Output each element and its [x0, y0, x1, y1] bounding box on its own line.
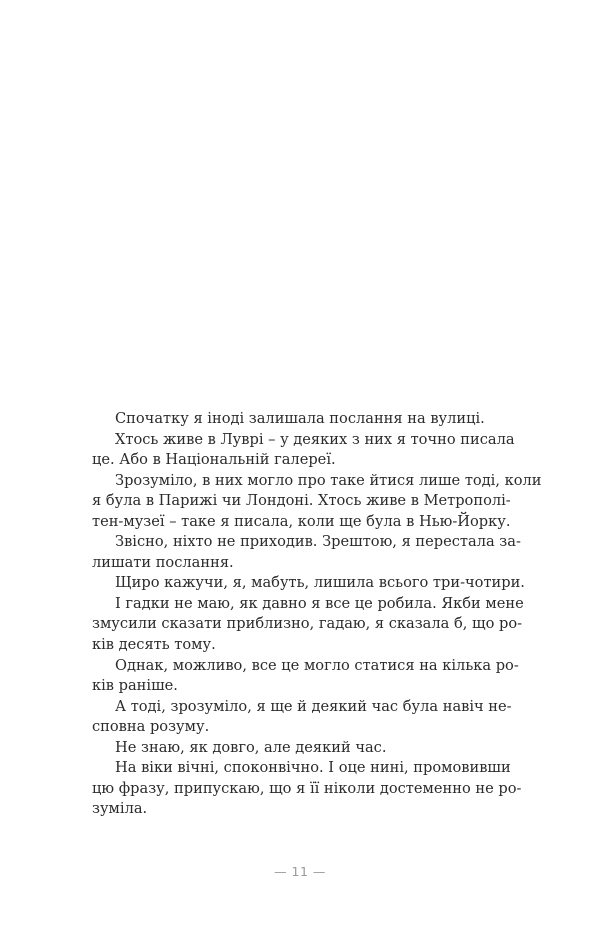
text-line: На віки вічні, споконвічно. І оце нині, промовивши	[115, 759, 511, 777]
text-line: лишати послання.	[92, 553, 234, 571]
text-line: Зрозуміло, в них могло про таке йтися лише тоді, коли	[115, 471, 542, 489]
text-line: це. Або в Національній галереї.	[92, 451, 336, 469]
text-line: Щиро кажучи, я, мабуть, лишила всього три-чотири.	[115, 574, 525, 592]
text-line: Звісно, ніхто не приходив. Зрештою, я перестала за-	[115, 533, 521, 551]
text-line: Хтось живе в Луврі – у деяких з них я точно писала	[115, 430, 515, 448]
text-line: тен-музеї – таке я писала, коли ще була в Нью-Йорку.	[92, 512, 511, 530]
text-line: ків десять тому.	[92, 636, 216, 654]
text-line: я була в Парижі чи Лондоні. Хтось живе в Метрополі-	[92, 492, 511, 510]
text-line: Однак, можливо, все це могло статися на кілька ро-	[115, 656, 519, 674]
body-text	[92, 409, 542, 820]
text-line: А тоді, зрозуміло, я ще й деякий час була навіч не-	[115, 697, 512, 715]
text-line: сповна розуму.	[92, 718, 210, 736]
page-number: — 11 —	[274, 864, 326, 879]
text-line: І гадки не маю, як давно я все це робила. Якби мене	[115, 594, 524, 612]
text-line: змусили сказати приблизно, гадаю, я сказала б, що ро-	[92, 615, 523, 633]
text-line: Спочатку я іноді залишала послання на вулиці.	[115, 410, 485, 427]
text-line: ків раніше.	[92, 677, 178, 695]
text-line: цю фразу, припускаю, що я її ніколи достеменно не ро-	[92, 779, 522, 797]
text-line: Не знаю, як довго, але деякий час.	[115, 738, 387, 756]
text-line: зуміла.	[92, 800, 148, 818]
